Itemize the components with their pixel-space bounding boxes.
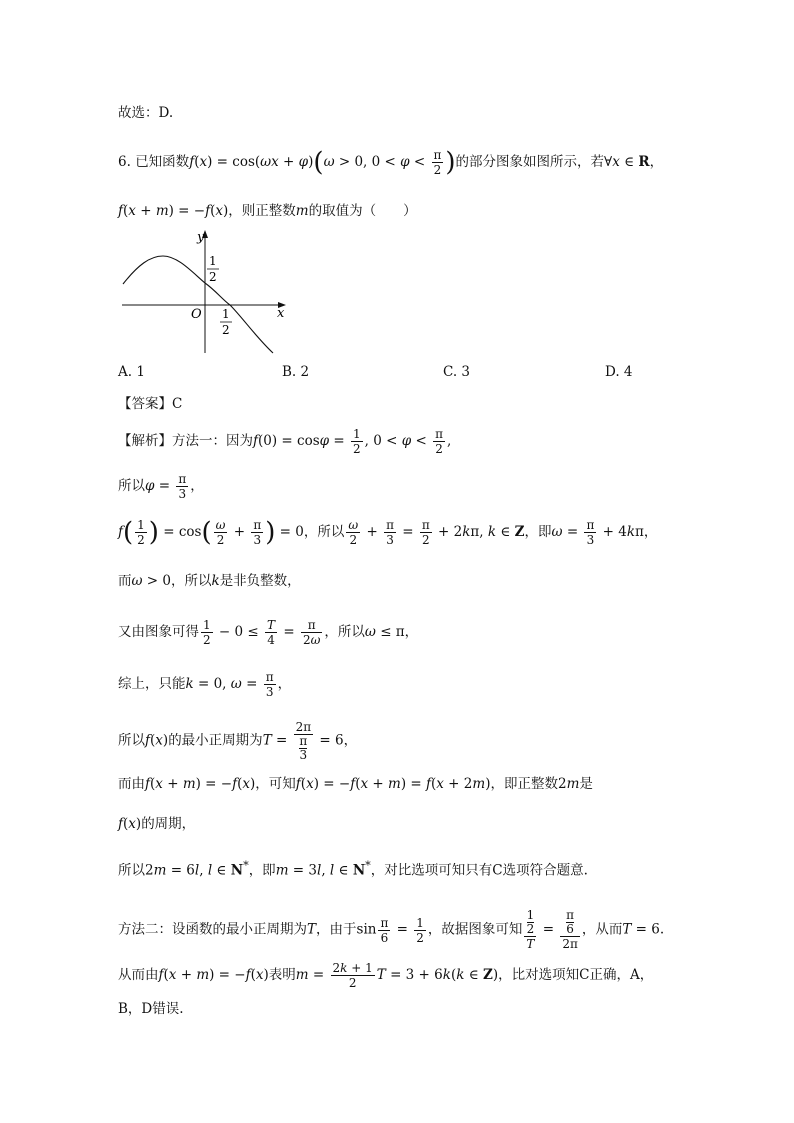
analysis-bracket: 【解析】 — [118, 433, 172, 449]
analysis-line6: 综上，只能k = 0, ω = $\frac{\pi}{3}$ ， — [118, 670, 292, 699]
analysis-line10: 所以2m = 6l, l ∈ N*，即m = 3l, l ∈ N*，对比选项可知只有C选项符合题意. — [118, 859, 588, 879]
analysis-line9: f(x)的周期， — [118, 816, 196, 832]
x-half-denominator: 2 — [222, 323, 230, 337]
previous-answer: 故选：D. — [118, 105, 174, 121]
option-d: D. 4 — [605, 364, 633, 380]
option-a: A. 1 — [118, 364, 145, 380]
question-number: 6. — [118, 154, 131, 170]
x-half-numerator: 1 — [222, 307, 230, 321]
answer-value: C — [172, 396, 183, 412]
analysis-conclusion: B，D错误. — [118, 1001, 184, 1017]
option-c: C. 3 — [443, 364, 471, 380]
function-graph — [118, 225, 298, 360]
analysis-line1: 【解析】方法一：因为f(0) = cosφ = $\frac{1}{2}$ , 0 < φ < $\frac{\pi}{2}$ , — [118, 427, 452, 456]
question-stem-line2: f(x + m) = −f(x)，则正整数m的取值为（ ） — [118, 203, 417, 219]
analysis-line3: f( $\frac{1}{2}$ ) = cos( $\frac{\omega}{2}$ + $\frac{\pi}{3}$ ) = 0，所以 $\frac{\omega}{2}$ + $\frac{\pi}{3}$ = $\frac{\pi}{2}$ + 2kπ, k ∈ Z，即ω = $\frac{\pi}{3}$ + 4kπ， — [118, 517, 658, 548]
analysis-line4: 而ω > 0，所以k是非负整数， — [118, 573, 301, 589]
analysis-method2: 方法二：设函数的最小正周期为T，由于sin $\frac{\pi}{6}$ = $\frac{1}{2}$ ，故据图象可知 $\frac{\frac{1}{2}}{T}$ = $\frac{\frac{\pi}{6}}{2\pi}$ ，从而T = 6. — [118, 908, 665, 951]
analysis-line5: 又由图象可得 $\frac{1}{2}$ − 0 ≤ $\frac{T}{4}$ = $\frac{\pi}{2\omega}$ ，所以ω ≤ π， — [118, 618, 419, 647]
option-b: B. 2 — [282, 364, 310, 380]
question-stem-line1: 6. 已知函数f(x) = cos(ωx + φ)(ω > 0, 0 < φ < $\frac{\pi}{2}$ )的部分图象如图所示，若∀x ∈ R， — [118, 147, 664, 178]
y-axis-label: y — [197, 230, 205, 245]
y-half-numerator: 1 — [209, 254, 217, 268]
analysis-line8: 而由f(x + m) = −f(x)，可知f(x) = −f(x + m) = f(x + 2m)，即正整数2m是 — [118, 776, 593, 792]
answer-line — [118, 394, 182, 414]
x-axis-label: x — [277, 306, 285, 321]
analysis-line2: 所以φ = $\frac{\pi}{3}$ ， — [118, 472, 204, 501]
origin-label: O — [191, 307, 202, 322]
analysis-final-line: 从而由f(x + m) = −f(x)表明m = $\frac{2k + 1}{2}$ T = 3 + 6k(k ∈ Z)，比对选项知C正确，A， — [118, 961, 654, 990]
y-half-denominator: 2 — [209, 270, 217, 284]
answer-bracket: 【答案】 — [118, 396, 172, 412]
analysis-line7: 所以f(x)的最小正周期为T = $\frac{2\pi}{\frac{\pi}{3}}$ = 6， — [118, 720, 358, 762]
